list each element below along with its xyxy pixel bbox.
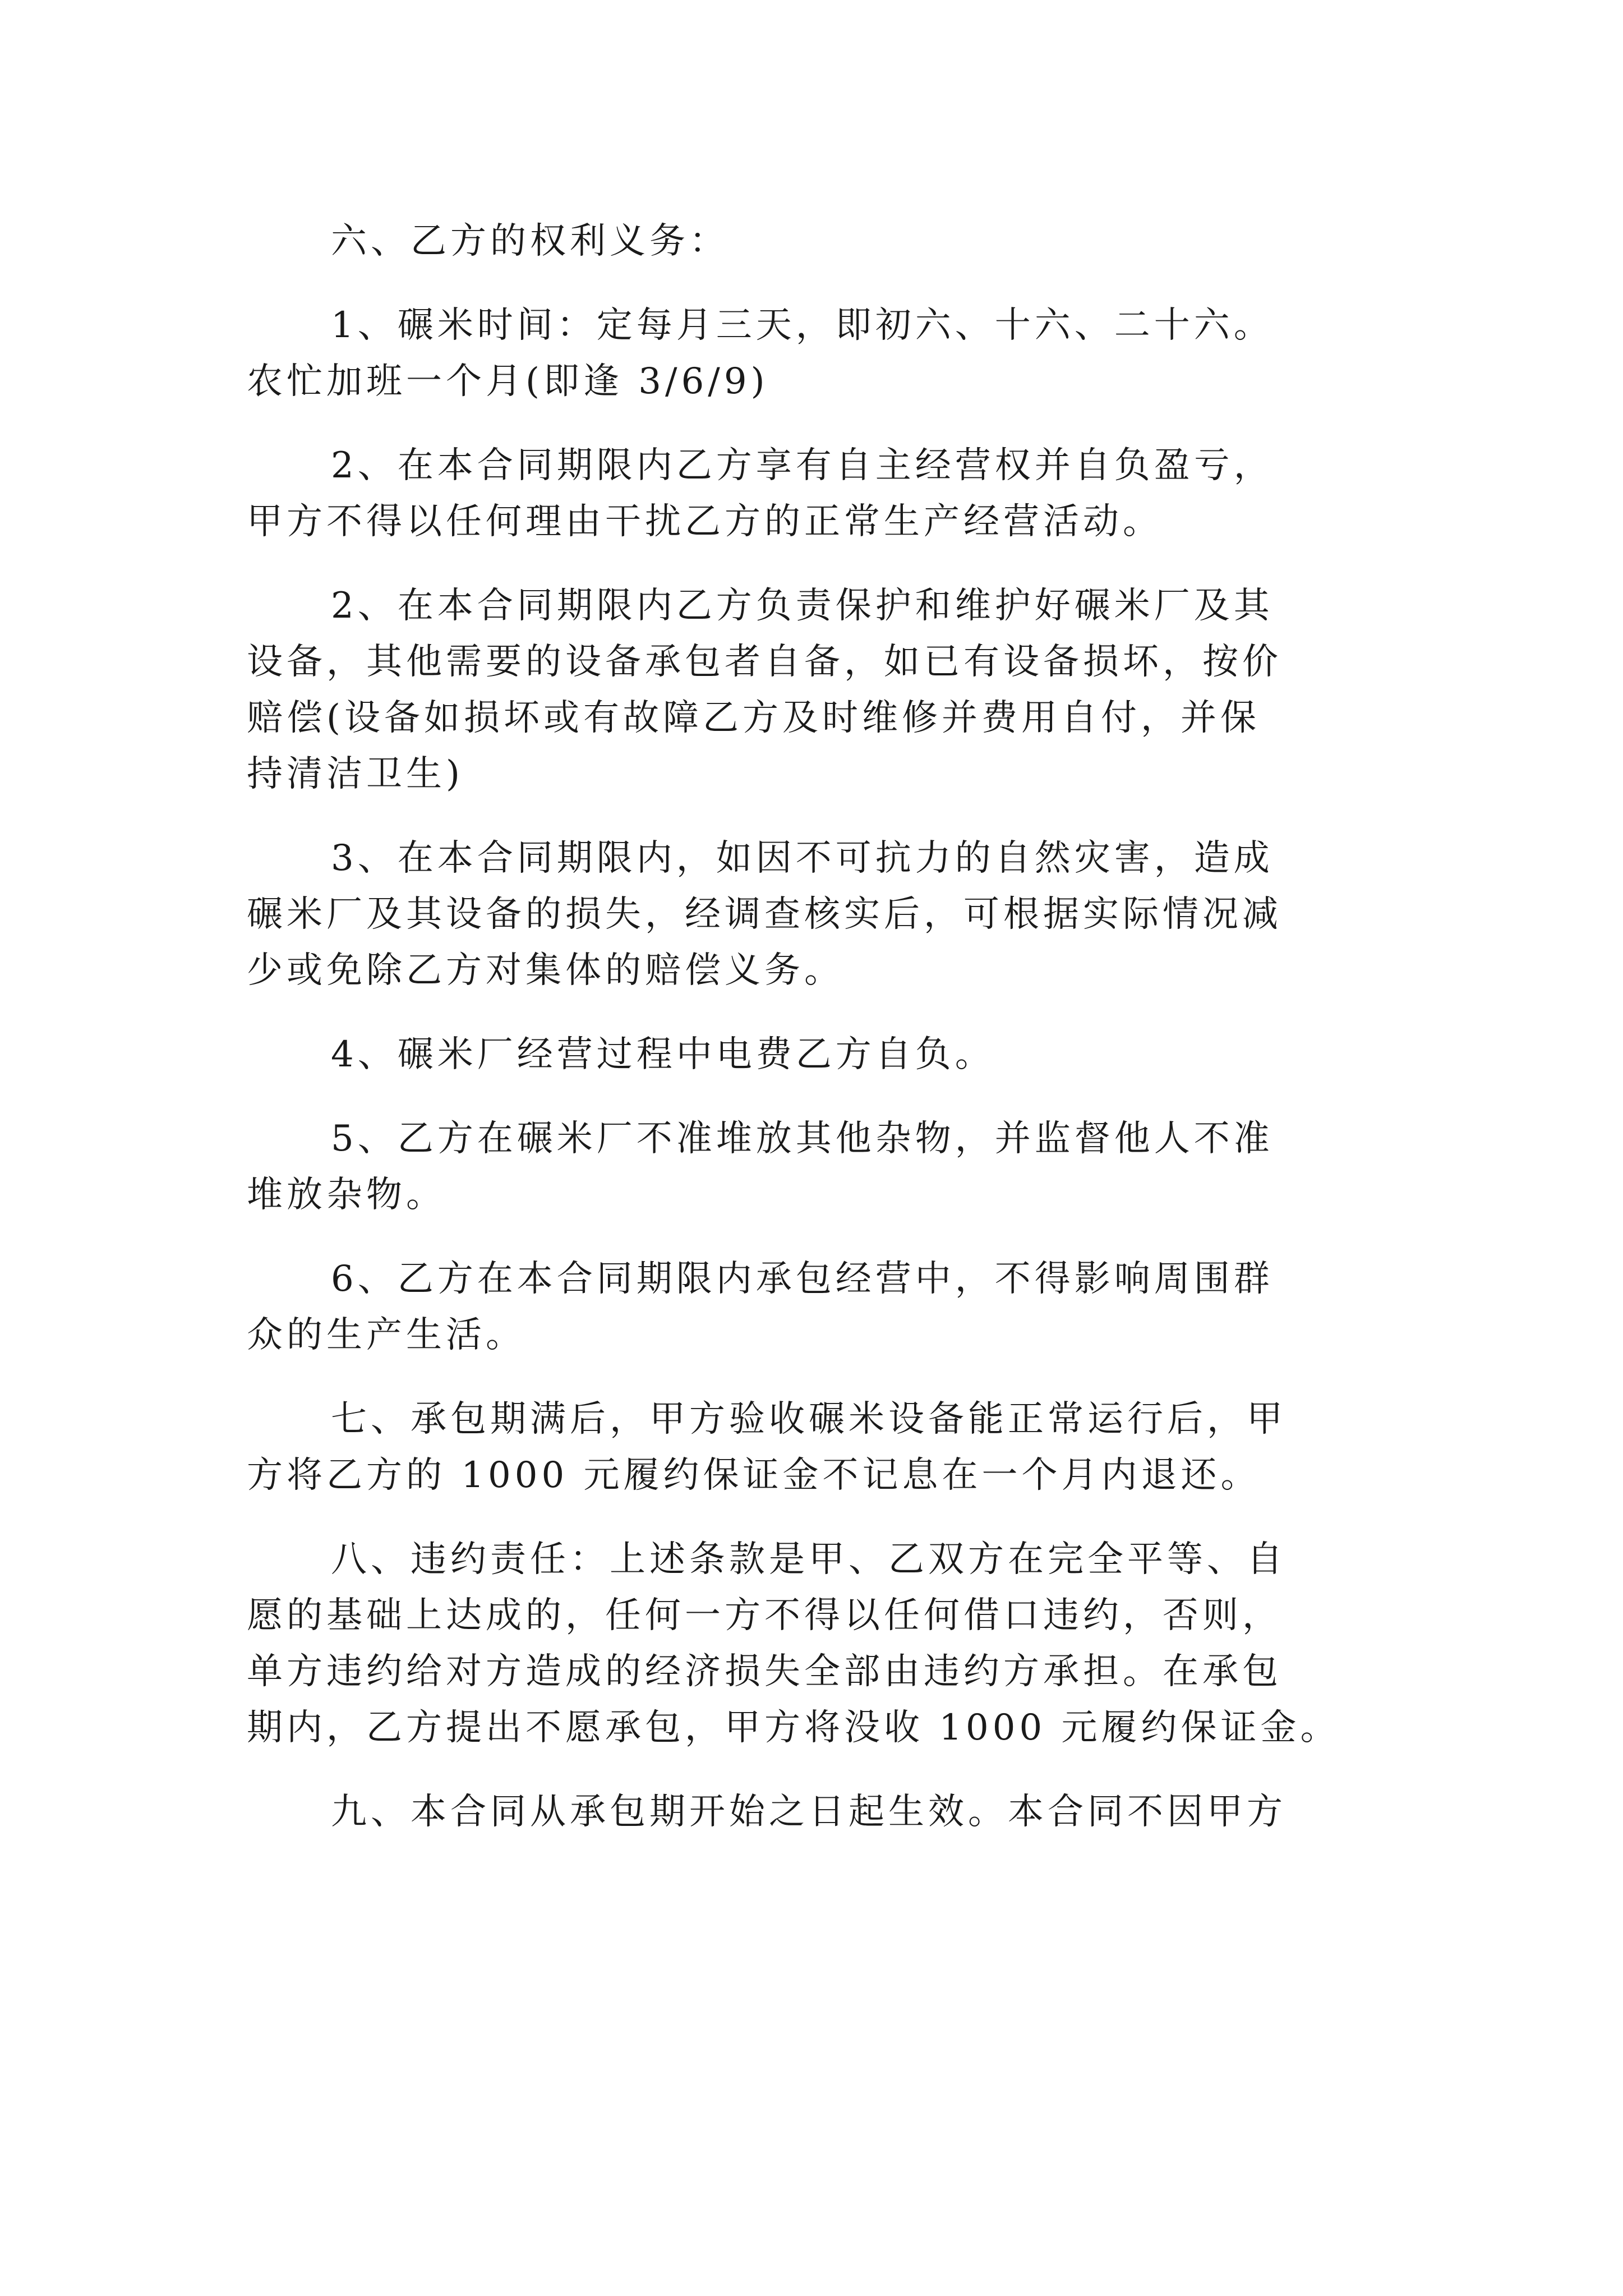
paragraph-line: 持清洁卫生) (247, 753, 464, 795)
paragraph-line: 3、在本合同期限内，如因不可抗力的自然灾害，造成 (331, 838, 1274, 879)
paragraph-line: 赔偿(设备如损坏或有故障乙方及时维修并费用自付，并保 (247, 697, 1260, 739)
paragraph-line: 6、乙方在本合同期限内承包经营中，不得影响周围群 (331, 1258, 1274, 1300)
section-heading-8: 八、违约责任：上述条款是甲、乙双方在完全平等、自 (331, 1539, 1287, 1580)
paragraph-line: 少或免除乙方对集体的赔偿义务。 (247, 950, 844, 991)
paragraph-line: 堆放杂物。 (247, 1174, 446, 1216)
paragraph-line: 期内，乙方提出不愿承包，甲方将没收 1000 元履约保证金。 (247, 1707, 1340, 1749)
section-heading-7: 七、承包期满后，甲方验收碾米设备能正常运行后，甲 (331, 1398, 1287, 1440)
paragraph-line: 2、在本合同期限内乙方享有自主经营权并自负盈亏， (331, 445, 1274, 486)
paragraph-line: 甲方不得以任何理由干扰乙方的正常生产经营活动。 (247, 501, 1163, 542)
paragraph-line: 1、碾米时间：定每月三天，即初六、十六、二十六。 (331, 305, 1274, 346)
paragraph-line: 愿的基础上达成的，任何一方不得以任何借口违约，否则， (247, 1595, 1282, 1636)
paragraph-line: 单方违约给对方造成的经济损失全部由违约方承担。在承包 (247, 1651, 1282, 1692)
paragraph-line: 碾米厂及其设备的损失，经调查核实后，可根据实际情况减 (247, 894, 1282, 935)
paragraph-line: 2、在本合同期限内乙方负责保护和维护好碾米厂及其 (331, 585, 1274, 627)
paragraph-line: 众的生产生活。 (247, 1314, 525, 1356)
section-heading-6: 六、乙方的权利义务： (331, 220, 729, 262)
paragraph-line: 5、乙方在碾米厂不准堆放其他杂物，并监督他人不准 (331, 1118, 1274, 1159)
paragraph-line: 方将乙方的 1000 元履约保证金不记息在一个月内退还。 (247, 1455, 1261, 1496)
paragraph-line: 4、碾米厂经营过程中电费乙方自负。 (331, 1034, 995, 1075)
section-heading-9: 九、本合同从承包期开始之日起生效。本合同不因甲方 (331, 1791, 1287, 1833)
paragraph-line: 设备，其他需要的设备承包者自备，如已有设备损坏，按价 (247, 641, 1282, 683)
paragraph-line: 农忙加班一个月(即逢 3/6/9) (247, 361, 769, 402)
